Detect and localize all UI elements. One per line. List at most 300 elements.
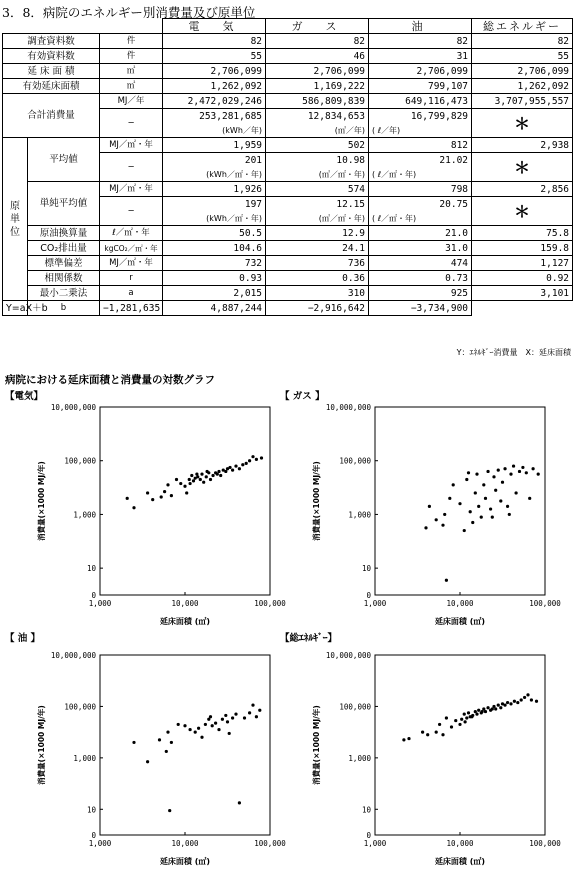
data-point xyxy=(194,731,197,734)
plot-label-total: 【総ｴﾈﾙｷﾞｰ】 xyxy=(280,633,338,644)
data-point xyxy=(535,700,538,703)
data-point xyxy=(489,507,492,510)
cell-unit: ( ℓ／年) xyxy=(369,123,472,138)
data-point xyxy=(445,579,448,582)
row-label: 最小二乗法 xyxy=(28,286,100,301)
row-unit: MJ／㎡・年 xyxy=(100,182,163,197)
data-point xyxy=(243,716,246,719)
col-header-total: 総エネルギー xyxy=(472,19,573,34)
cell-unit: (kWh／年) xyxy=(163,123,266,138)
cell: 4,887,244 xyxy=(163,301,266,316)
x-tick-label: 100,000 xyxy=(254,839,286,848)
data-point xyxy=(494,707,497,710)
data-point xyxy=(132,506,135,509)
data-point xyxy=(508,513,511,516)
data-point xyxy=(216,473,219,476)
data-point xyxy=(497,704,500,707)
data-point xyxy=(463,713,466,716)
data-point xyxy=(537,473,540,476)
data-point xyxy=(200,736,203,739)
data-point xyxy=(217,470,220,473)
row-unit: a xyxy=(100,286,163,301)
row-label: 標準偏差 xyxy=(28,256,100,271)
cell: 12,834,653 xyxy=(266,109,369,124)
data-point xyxy=(190,474,193,477)
cell: 21.02 xyxy=(369,153,472,168)
cell: 649,116,473 xyxy=(369,94,472,109)
data-point xyxy=(407,737,410,740)
cell-unit: (㎥／㎡・年) xyxy=(266,211,369,226)
x-axis-label: 延床面積 (㎡) xyxy=(159,857,211,866)
data-point xyxy=(492,475,495,478)
cell: 10.98 xyxy=(266,153,369,168)
cell: 20.75 xyxy=(369,197,472,212)
data-point xyxy=(211,724,214,727)
data-point xyxy=(467,471,470,474)
x-axis-label: 延床面積 (㎡) xyxy=(159,617,211,626)
data-point xyxy=(475,713,478,716)
cell-unit: (kWh／㎡・年) xyxy=(163,211,266,226)
x-tick-label: 1,000 xyxy=(363,839,387,848)
y-tick-label: 0 xyxy=(91,831,96,840)
data-point xyxy=(168,809,171,812)
cell: 310 xyxy=(266,286,369,301)
cell: 925 xyxy=(369,286,472,301)
y-tick-label: 10,000,000 xyxy=(325,651,371,660)
data-point xyxy=(192,479,195,482)
col-header-oil: 油 xyxy=(369,19,472,34)
y-tick-label: 0 xyxy=(91,591,96,600)
row-unit: kgCO₂／㎡・年 xyxy=(100,241,163,256)
data-point xyxy=(238,801,241,804)
data-point xyxy=(532,467,535,470)
data-point xyxy=(482,483,485,486)
data-point xyxy=(197,727,200,730)
data-point xyxy=(470,715,473,718)
x-tick-label: 1,000 xyxy=(88,839,112,848)
row-unit: ℓ／㎡・年 xyxy=(100,226,163,241)
row-unit: MJ／年 xyxy=(100,94,163,109)
data-point xyxy=(458,502,461,505)
data-point xyxy=(506,701,509,704)
data-point xyxy=(165,750,168,753)
data-point xyxy=(160,495,163,498)
data-point xyxy=(214,722,217,725)
row-label: 原油換算量 xyxy=(28,226,100,241)
row-unit: 件 xyxy=(100,34,163,49)
cell: 55 xyxy=(163,49,266,64)
data-point xyxy=(477,505,480,508)
cell: 3,101 xyxy=(472,286,573,301)
data-point xyxy=(435,518,438,521)
data-point xyxy=(179,482,182,485)
data-point xyxy=(170,494,173,497)
cell: 1,926 xyxy=(163,182,266,197)
data-point xyxy=(513,700,516,703)
data-point xyxy=(528,497,531,500)
cell: 104.6 xyxy=(163,241,266,256)
data-point xyxy=(494,489,497,492)
cell: 1,169,222 xyxy=(266,79,369,94)
data-point xyxy=(205,475,208,478)
cell: 1,262,092 xyxy=(472,79,573,94)
cell: 1,959 xyxy=(163,138,266,153)
data-point xyxy=(454,719,457,722)
row-label: 単純平均値 xyxy=(28,182,100,226)
data-point xyxy=(206,470,209,473)
cell: 574 xyxy=(266,182,369,197)
data-point xyxy=(126,497,129,500)
row-unit: MJ／㎡・年 xyxy=(100,256,163,271)
cell: 0.73 xyxy=(369,271,472,286)
y-tick-label: 10,000,000 xyxy=(325,403,371,412)
data-point xyxy=(518,470,521,473)
data-point xyxy=(258,709,261,712)
cell-unit: ( ℓ／㎡・年) xyxy=(369,211,472,226)
cell: 82 xyxy=(472,34,573,49)
y-tick-label: 10 xyxy=(86,564,96,574)
data-point xyxy=(183,724,186,727)
plot-label-gas: 【 ガス 】 xyxy=(280,391,325,402)
row-label: 平均値 xyxy=(28,138,100,182)
data-point xyxy=(428,505,431,508)
cell: 201 xyxy=(163,153,266,168)
y-tick-label: 1,000 xyxy=(73,753,96,763)
data-point xyxy=(452,483,455,486)
row-unit: ㎡ xyxy=(100,79,163,94)
data-point xyxy=(477,709,480,712)
data-point xyxy=(503,704,506,707)
data-point xyxy=(509,702,512,705)
data-point xyxy=(163,490,166,493)
x-axis-label: 延床面積 (㎡) xyxy=(434,857,486,866)
data-point xyxy=(200,473,203,476)
y-tick-label: 0 xyxy=(366,831,371,840)
y-tick-label: 10,000,000 xyxy=(50,403,96,412)
cell: 21.0 xyxy=(369,226,472,241)
cell: 2,706,099 xyxy=(369,64,472,79)
data-point xyxy=(506,505,509,508)
row-unit: − xyxy=(100,109,163,138)
row-unit: r xyxy=(100,271,163,286)
y-axis-label: 消費量(×1000 MJ/年) xyxy=(312,705,321,785)
data-point xyxy=(255,458,258,461)
data-point xyxy=(526,693,529,696)
axis-note: Y：ｴﾈﾙｷﾞｰ消費量 X：延床面積 xyxy=(456,348,571,357)
x-tick-label: 100,000 xyxy=(529,839,561,848)
row-label: Y=aX＋b xyxy=(3,301,28,316)
cell: 55 xyxy=(472,49,573,64)
data-point xyxy=(481,710,484,713)
data-point xyxy=(520,698,523,701)
data-point xyxy=(499,706,502,709)
data-point xyxy=(226,720,229,723)
data-point xyxy=(501,481,504,484)
data-point xyxy=(241,463,244,466)
data-point xyxy=(151,498,154,501)
data-point xyxy=(402,738,405,741)
y-tick-label: 100,000 xyxy=(64,456,96,466)
row-unit: 件 xyxy=(100,49,163,64)
cell-asterisk: ＊ xyxy=(472,153,573,182)
data-point xyxy=(441,733,444,736)
plot-label-electric: 【電気】 xyxy=(5,391,44,402)
y-tick-label: 1,000 xyxy=(73,510,96,520)
x-tick-label: 100,000 xyxy=(529,599,561,608)
row-label: 合計消費量 xyxy=(3,94,100,138)
x-tick-label: 10,000 xyxy=(171,839,199,848)
data-point xyxy=(166,483,169,486)
cell: 502 xyxy=(266,138,369,153)
cell: 1,262,092 xyxy=(163,79,266,94)
row-unit: MJ／㎡・年 xyxy=(100,138,163,153)
data-point xyxy=(188,478,191,481)
row-unit: − xyxy=(100,153,163,182)
cell: 31.0 xyxy=(369,241,472,256)
data-point xyxy=(209,715,212,718)
data-point xyxy=(183,485,186,488)
data-point xyxy=(228,466,231,469)
cell-asterisk: ＊ xyxy=(472,197,573,226)
data-point xyxy=(224,470,227,473)
data-point xyxy=(166,731,169,734)
data-point xyxy=(146,491,149,494)
cell: 0.36 xyxy=(266,271,369,286)
data-point xyxy=(231,469,234,472)
data-point xyxy=(464,720,467,723)
cell: 0.92 xyxy=(472,271,573,286)
y-tick-label: 100,000 xyxy=(339,702,371,712)
y-tick-label: 10 xyxy=(361,564,371,574)
data-point xyxy=(251,455,254,458)
data-point xyxy=(211,474,214,477)
data-point xyxy=(260,456,263,459)
data-point xyxy=(438,723,441,726)
y-axis-label: 消費量(×1000 MJ/年) xyxy=(312,461,321,541)
cell: 82 xyxy=(266,34,369,49)
cell: 46 xyxy=(266,49,369,64)
data-point xyxy=(251,704,254,707)
data-point xyxy=(231,716,234,719)
plot-label-oil: 【 油 】 xyxy=(5,633,41,644)
cell: 2,015 xyxy=(163,286,266,301)
cell: 2,856 xyxy=(472,182,573,197)
data-point xyxy=(484,710,487,713)
graph-title: 病院における延床面積と消費量の対数グラフ xyxy=(5,374,215,386)
data-point xyxy=(221,718,224,721)
data-point xyxy=(491,707,494,710)
data-point xyxy=(458,723,461,726)
data-point xyxy=(497,469,500,472)
cell: 82 xyxy=(163,34,266,49)
data-point xyxy=(450,725,453,728)
cell: 2,472,029,246 xyxy=(163,94,266,109)
cell: 798 xyxy=(369,182,472,197)
data-point xyxy=(195,473,198,476)
data-point xyxy=(177,723,180,726)
data-point xyxy=(471,521,474,524)
data-point xyxy=(228,732,231,735)
x-tick-label: 10,000 xyxy=(171,599,199,608)
data-point xyxy=(475,473,478,476)
y-tick-label: 0 xyxy=(366,591,371,600)
cell: 3,707,955,557 xyxy=(472,94,573,109)
row-unit: ㎡ xyxy=(100,64,163,79)
data-point xyxy=(465,716,468,719)
data-point xyxy=(443,513,446,516)
data-point xyxy=(189,482,192,485)
row-label: 延 床 面 積 xyxy=(3,64,100,79)
data-point xyxy=(146,760,149,763)
data-point xyxy=(426,733,429,736)
cell: 732 xyxy=(163,256,266,271)
cell: 736 xyxy=(266,256,369,271)
plot-frame xyxy=(375,407,545,595)
data-point xyxy=(523,696,526,699)
cell-unit: (㎥／㎡・年) xyxy=(266,167,369,182)
cell: 474 xyxy=(369,256,472,271)
y-axis-label: 消費量(×1000 MJ/年) xyxy=(37,461,46,541)
data-point xyxy=(199,478,202,481)
data-point xyxy=(255,715,258,718)
data-point xyxy=(509,473,512,476)
cell: 16,799,829 xyxy=(369,109,472,124)
data-point xyxy=(499,499,502,502)
x-tick-label: 10,000 xyxy=(446,839,474,848)
data-point xyxy=(424,526,427,529)
data-point xyxy=(484,497,487,500)
data-point xyxy=(486,470,489,473)
cell: 2,706,099 xyxy=(163,64,266,79)
x-tick-label: 10,000 xyxy=(446,599,474,608)
plot-frame xyxy=(100,407,270,595)
data-point xyxy=(515,491,518,494)
cell: 24.1 xyxy=(266,241,369,256)
cell: −1,281,635 xyxy=(100,301,163,316)
data-point xyxy=(465,478,468,481)
cell: 197 xyxy=(163,197,266,212)
cell: 31 xyxy=(369,49,472,64)
data-point xyxy=(467,711,470,714)
data-point xyxy=(234,464,237,467)
data-point xyxy=(202,481,205,484)
y-tick-label: 100,000 xyxy=(339,456,371,466)
data-point xyxy=(525,471,528,474)
row-label: CO₂排出量 xyxy=(28,241,100,256)
data-point xyxy=(204,723,207,726)
data-point xyxy=(158,738,161,741)
cell-unit: ( ℓ／㎡・年) xyxy=(369,167,472,182)
col-header-gas: ガ ス xyxy=(266,19,369,34)
data-point xyxy=(132,741,135,744)
cell-unit: (㎥／年) xyxy=(266,123,369,138)
cell: −3,734,900 xyxy=(369,301,472,316)
cell: 12.9 xyxy=(266,226,369,241)
data-point xyxy=(521,466,524,469)
cell: 2,706,099 xyxy=(472,64,573,79)
cell: 799,107 xyxy=(369,79,472,94)
cell: 75.8 xyxy=(472,226,573,241)
data-point xyxy=(469,510,472,513)
cell: 159.8 xyxy=(472,241,573,256)
data-point xyxy=(480,516,483,519)
x-tick-label: 1,000 xyxy=(88,599,112,608)
y-tick-label: 1,000 xyxy=(348,753,371,763)
y-tick-label: 10,000,000 xyxy=(50,651,96,660)
data-point xyxy=(248,459,251,462)
data-point xyxy=(245,462,248,465)
cell-unit: (kWh／㎡・年) xyxy=(163,167,266,182)
data-point xyxy=(219,474,222,477)
col-header-electric: 電 気 xyxy=(163,19,266,34)
plot-frame xyxy=(375,655,545,835)
data-point xyxy=(224,714,227,717)
row-label: 有効延床面積 xyxy=(3,79,100,94)
y-tick-label: 10 xyxy=(86,805,96,815)
group-label: 原 単 位 xyxy=(3,138,28,301)
data-point xyxy=(516,701,519,704)
cell: 82 xyxy=(369,34,472,49)
data-point xyxy=(248,711,251,714)
data-point xyxy=(503,467,506,470)
data-point xyxy=(530,698,533,701)
plot-frame xyxy=(100,655,270,835)
y-tick-label: 1,000 xyxy=(348,510,371,520)
data-point xyxy=(189,728,192,731)
row-label: 有効資料数 xyxy=(3,49,100,64)
data-point xyxy=(209,478,212,481)
x-axis-label: 延床面積 (㎡) xyxy=(434,617,486,626)
data-point xyxy=(486,706,489,709)
data-point xyxy=(474,491,477,494)
cell: 586,809,839 xyxy=(266,94,369,109)
row-label: 調査資料数 xyxy=(3,34,100,49)
x-tick-label: 1,000 xyxy=(363,599,387,608)
cell: 812 xyxy=(369,138,472,153)
cell-asterisk: ＊ xyxy=(472,109,573,138)
data-point xyxy=(170,741,173,744)
y-axis-label: 消費量(×1000 MJ/年) xyxy=(37,705,46,785)
data-point xyxy=(234,713,237,716)
cell: −2,916,642 xyxy=(266,301,369,316)
cell: 253,281,685 xyxy=(163,109,266,124)
cell: 2,938 xyxy=(472,138,573,153)
data-point xyxy=(441,524,444,527)
x-tick-label: 100,000 xyxy=(254,599,286,608)
row-label: 相関係数 xyxy=(28,271,100,286)
data-point xyxy=(445,716,448,719)
data-point xyxy=(185,491,188,494)
cell: 2,706,099 xyxy=(266,64,369,79)
data-point xyxy=(421,731,424,734)
cell: 12.15 xyxy=(266,197,369,212)
y-tick-label: 10 xyxy=(361,805,371,815)
data-point xyxy=(512,464,515,467)
y-tick-label: 100,000 xyxy=(64,702,96,712)
data-point xyxy=(448,497,451,500)
cell: 0.93 xyxy=(163,271,266,286)
cell: 1,127 xyxy=(472,256,573,271)
row-unit: − xyxy=(100,197,163,226)
page-title: 3．8．病院のエネルギー別消費量及び原単位 xyxy=(2,5,256,20)
data-point xyxy=(460,718,463,721)
data-point xyxy=(435,731,438,734)
cell: 50.5 xyxy=(163,226,266,241)
data-point xyxy=(238,467,241,470)
data-point xyxy=(463,529,466,532)
data-point xyxy=(491,516,494,519)
data-point xyxy=(217,728,220,731)
